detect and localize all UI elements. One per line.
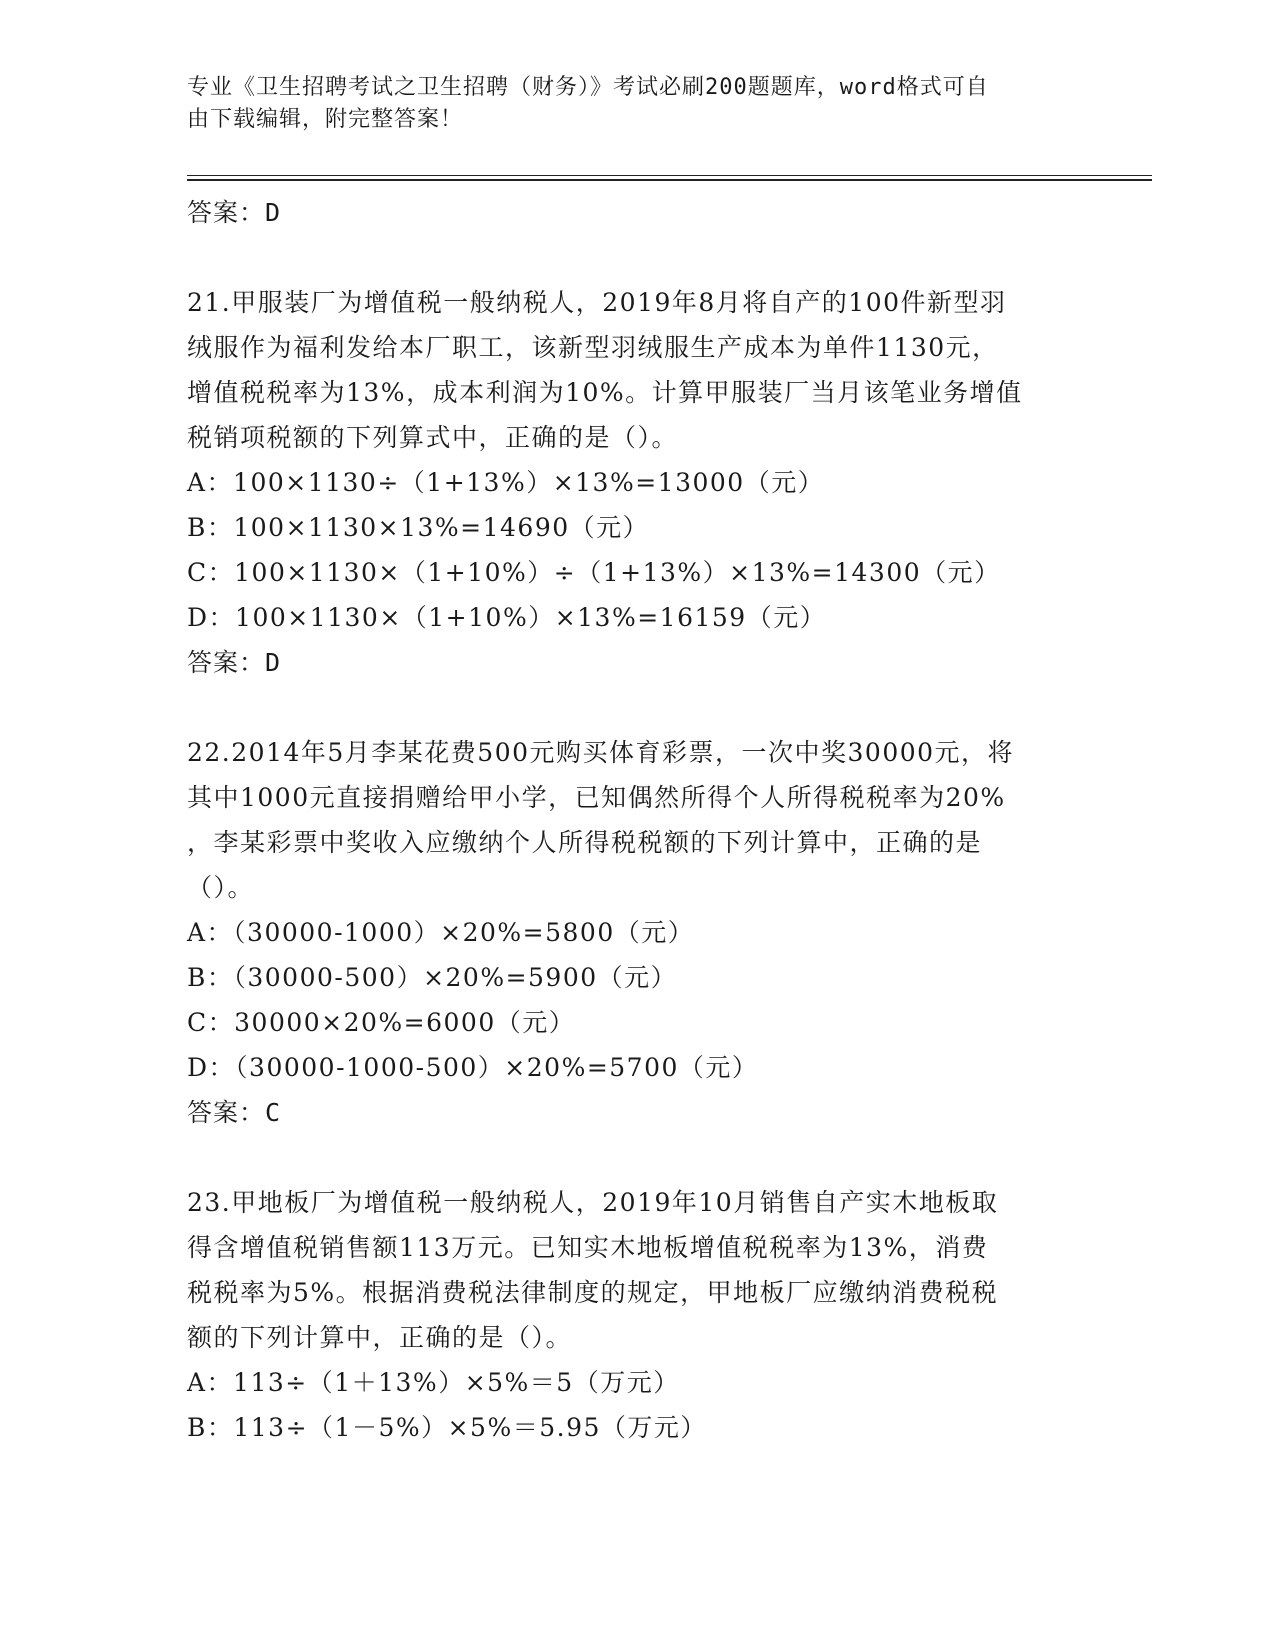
header-line-2: 由下载编辑，附完整答案！ [187, 107, 464, 132]
option-d: D：100×1130×（1+10%）×13%=16159（元） [187, 603, 827, 632]
question-text-line: ，李某彩票中奖收入应缴纳个人所得税税额的下列计算中，正确的是 [187, 828, 983, 857]
option-b: B：113÷（1－5%）×5%＝5.95（万元） [187, 1413, 707, 1442]
header-rule-thick [187, 179, 1152, 181]
option-b: B：（30000-500）×20%=5900（元） [187, 963, 678, 992]
option-a: A：（30000-1000）×20%=5800（元） [187, 918, 695, 947]
answer-line: 答案：C [187, 1098, 282, 1127]
question-text-line: 21.甲服装厂为增值税一般纳税人，2019年8月将自产的100件新型羽 [187, 288, 1007, 317]
document-body [187, 190, 1087, 1450]
option-c: C：30000×20%=6000（元） [187, 1008, 576, 1037]
question-text-line: 税税率为5%。根据消费税法律制度的规定，甲地板厂应缴纳消费税税 [187, 1278, 999, 1307]
question-text-line: 增值税税率为13%，成本利润为10%。计算甲服装厂当月该笔业务增值 [187, 378, 1023, 407]
document-header [187, 72, 1067, 136]
question-text-line: 得含增值税销售额113万元。已知实木地板增值税税率为13%，消费 [187, 1233, 989, 1262]
question-text-line: 其中1000元直接捐赠给甲小学，已知偶然所得个人所得税税率为20% [187, 783, 1006, 812]
question-23 [187, 1180, 1087, 1450]
answer-line: 答案：D [187, 198, 282, 227]
header-line-1: 专业《卫生招聘考试之卫生招聘（财务）》考试必刷200题题库，word格式可自 [187, 75, 989, 100]
header-rule [187, 175, 1152, 176]
option-b: B：100×1130×13%=14690（元） [187, 513, 650, 542]
question-text-line: 23.甲地板厂为增值税一般纳税人，2019年10月销售自产实木地板取 [187, 1188, 999, 1217]
option-a: A：100×1130÷（1+13%）×13%=13000（元） [187, 468, 825, 497]
question-text-line: 22.2014年5月李某花费500元购买体育彩票，一次中奖30000元，将 [187, 738, 1015, 767]
answer-line: 答案：D [187, 648, 282, 677]
question-22 [187, 730, 1087, 1135]
question-text-line: 额的下列计算中，正确的是（）。 [187, 1323, 573, 1352]
question-text-line: 绒服作为福利发给本厂职工，该新型羽绒服生产成本为单件1130元， [187, 333, 999, 362]
option-c: C：100×1130×（1+10%）÷（1+13%）×13%=14300（元） [187, 558, 1001, 587]
question-text-line: （）。 [187, 873, 255, 902]
option-a: A：113÷（1＋13%）×5%＝5（万元） [187, 1368, 680, 1397]
question-text-line: 税销项税额的下列算式中，正确的是（）。 [187, 423, 679, 452]
option-d: D：（30000-1000-500）×20%=5700（元） [187, 1053, 759, 1082]
question-21 [187, 280, 1087, 685]
